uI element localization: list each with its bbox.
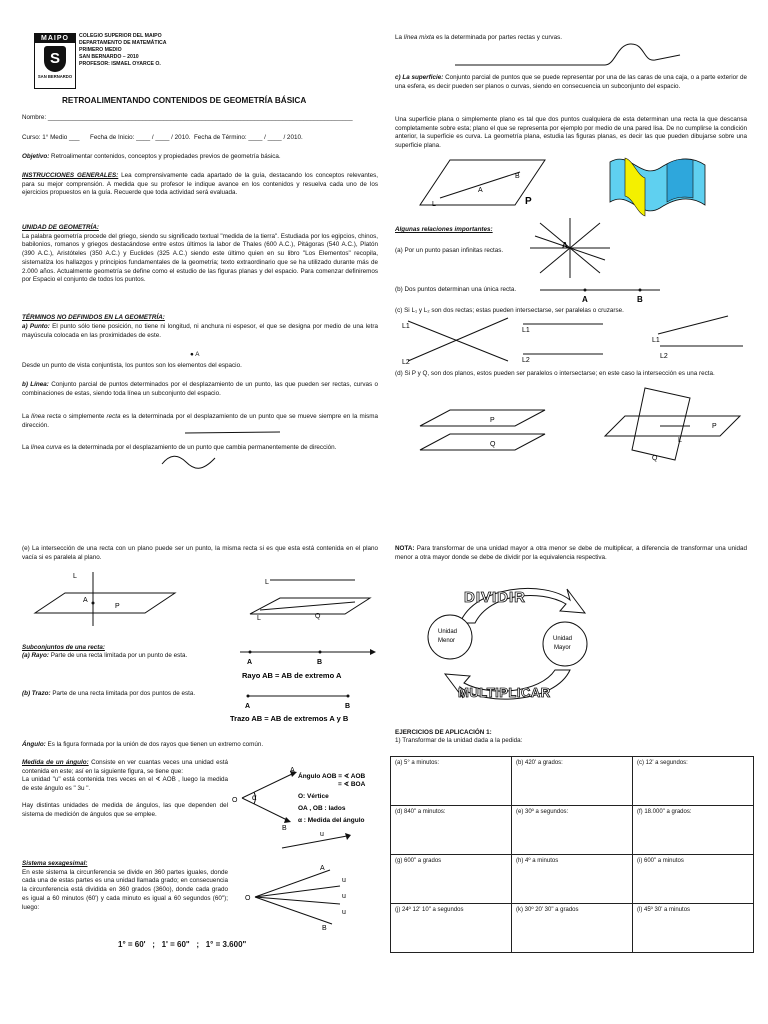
two-points-A: A xyxy=(582,295,588,304)
plane-label-B: B xyxy=(515,173,520,180)
note-text: Para transformar de una unidad mayor a otra menor se debe de multiplicar, a diferencia de transformar una unidad menor a otra mayor donde se debe de dividir por la equivalencia respectiva. xyxy=(395,545,747,561)
lines-label-A: A xyxy=(562,241,568,250)
mixed-line-figure xyxy=(455,40,685,70)
measure-p3: Hay distintas unidades de medida de ángulos, las que dependen del sistema de medición de ángulos que se emplee. xyxy=(22,801,228,818)
exercise-h[interactable]: (h) 4º a minutos xyxy=(512,855,633,904)
straight-line-figure xyxy=(185,430,285,436)
line-definition xyxy=(22,381,378,398)
rel-cross-L2: L2 xyxy=(660,353,668,360)
exercise-b[interactable]: (b) 420' a grados: xyxy=(512,757,633,806)
minor-unit-line1: Unidad xyxy=(438,629,458,635)
exercises-instruction: 1) Transformar de la unidad dada a la pedida: xyxy=(395,737,523,744)
measure-label: Medida de un ángulo: xyxy=(22,759,89,766)
planes-int-L: L xyxy=(678,437,682,444)
note-label: NOTA: xyxy=(395,545,415,552)
sexagesimal-section xyxy=(22,860,228,912)
curve-term: línea curva xyxy=(30,444,62,451)
sexagesimal-formula: 1° = 60' ; 1' = 60" ; 1° = 3.600" xyxy=(118,940,247,949)
mixed-b: es la determinada por partes rectas y curvas. xyxy=(434,34,562,41)
exercise-k[interactable]: (k) 30º 20' 30" a grados xyxy=(512,904,633,953)
units-u2: u xyxy=(342,893,346,900)
table-row xyxy=(391,904,754,953)
straight-line-text xyxy=(22,413,378,430)
planes-int-Q: Q xyxy=(652,455,658,462)
relation-c: (c) Si L₁ y L₂ son dos rectas; estas pueden intersectarse, ser paralelas o cruzarse. xyxy=(395,307,624,314)
mixed-a: La xyxy=(395,34,404,41)
logo-text: MAIPO xyxy=(35,34,75,43)
units-O: O xyxy=(245,895,251,902)
plane-figure xyxy=(420,160,560,210)
exercise-g[interactable]: (g) 600" a grados xyxy=(391,855,512,904)
major-unit-line1: Unidad xyxy=(553,636,573,642)
line-plane-figure xyxy=(25,568,375,628)
angle-B: B xyxy=(282,825,287,832)
surface-label: c) La superficie: xyxy=(395,74,444,81)
exercise-c[interactable]: (c) 12' a segundos: xyxy=(633,757,754,806)
segment-figure xyxy=(230,690,380,730)
header-info xyxy=(79,33,167,68)
segment-caption: Trazo AB = AB de extremos A y B xyxy=(230,714,349,723)
name-line: Nombre: _______________________________________________________________________________________ xyxy=(22,114,353,121)
school-logo xyxy=(34,33,76,89)
relation-b: (b) Dos puntos determinan una única recta. xyxy=(395,286,517,293)
ray-definition xyxy=(22,652,242,661)
angle-definition xyxy=(22,741,378,750)
major-unit-line2: Mayor xyxy=(554,645,571,651)
units-u1: u xyxy=(342,877,346,884)
lp-par-L: L xyxy=(265,579,269,586)
planes-Q: Q xyxy=(490,441,496,448)
plane-label-L: L xyxy=(432,201,436,208)
plane-label-A: A xyxy=(478,187,483,194)
header-line: PROFESOR: ISMAEL OYARCE O. xyxy=(79,61,161,67)
point-example: ● A xyxy=(190,351,200,358)
relation-a: (a) Por un punto pasan infinitas rectas. xyxy=(395,247,504,254)
sexagesimal-label: Sistema sexagesimal: xyxy=(22,860,88,867)
relations-title: Algunas relaciones importantes: xyxy=(395,226,493,233)
document-title: RETROALIMENTANDO CONTENIDOS DE GEOMETRÍA BÁSICA xyxy=(62,96,307,105)
rel-par-L2: L2 xyxy=(522,357,530,364)
exercise-d[interactable]: (d) 840" a minutos: xyxy=(391,806,512,855)
surface-text: Conjunto parcial de puntos que se puede representar por una de las caras de una caja, o a parte exterior de una esfera, es decir pueden ser planos o curvas, siendo en consecuencia un subconjunto del espacio. xyxy=(395,74,747,90)
angle-figure xyxy=(232,760,382,855)
instructions xyxy=(22,172,378,198)
ray-B: B xyxy=(317,659,323,666)
infinite-lines-figure xyxy=(530,218,610,278)
straight-b: o simplemente xyxy=(60,413,107,420)
table-row xyxy=(391,757,754,806)
exercise-i[interactable]: (i) 600" a minutos xyxy=(633,855,754,904)
header-line: DEPARTAMENTO DE MATEMÁTICA xyxy=(79,40,167,46)
sexagesimal-text: En este sistema la circunferencia se divide en 360 partes iguales, donde cada una de estas partes es una unidad llamada grado; en consecuencia la circunferencia está dividida en 360 grados (360o), donde cada grado es igual a 60 minutos (60') y cada minuto es igual a 60 segundos (60"); luego: xyxy=(22,868,228,911)
straight-c: es la determinada por el desplazamiento de un punto que se mueve siempre en la misma dirección. xyxy=(22,413,378,429)
subsets-title: Subconjuntos de una recta: xyxy=(22,644,105,651)
angle-label: Ángulo: xyxy=(22,741,46,748)
unit-section xyxy=(22,224,378,285)
logo-shield-icon: S xyxy=(44,46,66,72)
segment-label: (b) Trazo: xyxy=(22,690,51,697)
point-letter: A xyxy=(195,351,200,358)
angle-O: O xyxy=(232,797,238,804)
curved-surface-figure xyxy=(605,150,725,220)
two-points-figure xyxy=(540,280,660,305)
units-A: A xyxy=(320,865,325,872)
minor-unit-line2: Menor xyxy=(438,638,456,644)
curve-line-figure xyxy=(160,452,220,474)
exercise-e[interactable]: (e) 30º a segundos: xyxy=(512,806,633,855)
rel-L2: L2 xyxy=(402,359,410,366)
angle-text: Es la figura formada por la unión de dos rayos que tienen un extremo común. xyxy=(45,741,264,748)
unit-label: UNIDAD DE GEOMETRÍA: xyxy=(22,224,99,231)
plane-surface-text: Una superficie plana o simplemente plano es tal que dos puntos cualquiera de esta determinan una recta la que descansa completamente sobre esta; plano el que se representa por ejemplo por medio de una pared lisa. De no cumplirse la condición anterior, la superficie es curva. La geometría plana, estudia las figuras planas, es decir las que pueden dibujarse sobre una superficie plana. xyxy=(395,116,747,150)
point-label: a) Punto: xyxy=(22,323,50,330)
exercise-f[interactable]: (f) 18.000" a grados: xyxy=(633,806,754,855)
units-u3: u xyxy=(342,909,346,916)
angle-alpha: α xyxy=(252,793,257,802)
ray-text: Parte de una recta limitada por un punto de esta. xyxy=(48,652,188,659)
plane-label-P: P xyxy=(525,196,532,207)
table-row xyxy=(391,806,754,855)
angle-line2: = ∢ BOA xyxy=(338,781,366,788)
angle-line1: Ángulo AOB = ∢ AOB xyxy=(298,773,366,780)
units-B: B xyxy=(322,925,327,932)
lines-relations-figure xyxy=(398,316,748,366)
point-definition xyxy=(22,323,378,340)
lp-A: A xyxy=(83,597,88,604)
straight-a: La xyxy=(22,413,32,420)
logo-subtext: SAN BERNARDO xyxy=(37,74,73,79)
objective-text: Retroalimentar contenidos, conceptos y propiedades previos de geometría básica. xyxy=(49,153,281,160)
straight-term2: recta xyxy=(106,413,121,420)
angle-measure: α : Medida del ángulo xyxy=(298,817,365,824)
objective-label: Objetivo: xyxy=(22,153,50,160)
angle-vertex: O: Vértice xyxy=(298,793,329,800)
table-row xyxy=(391,855,754,904)
ray-A: A xyxy=(247,659,253,666)
ray-caption: Rayo AB = AB de extremo A xyxy=(242,671,342,680)
rel-par-L1: L1 xyxy=(522,327,530,334)
curve-b: es la determinada por el desplazamiento de un punto que cambia permanentemente de dirección. xyxy=(61,444,337,451)
line-text: Conjunto parcial de puntos determinados por el desplazamiento de un punto, las que pueden ser rectas, curvas o combinaciones de estas, siendo toda línea un subconjunto del espacio. xyxy=(22,381,378,397)
ray-figure xyxy=(230,640,380,680)
segment-definition xyxy=(22,690,222,699)
objective xyxy=(22,153,378,162)
measure-p2: La unidad "u" está contenida tres veces en el ∢ AOB , luego la medida de este ángulo es " 3u ". xyxy=(22,776,228,793)
two-points-B: B xyxy=(637,295,643,304)
line-label: b) Línea: xyxy=(22,381,49,388)
exercises-table xyxy=(390,756,754,953)
exercise-l[interactable]: (l) 45º 30' a minutos xyxy=(633,904,754,953)
exercise-a[interactable]: (a) 5° a minutos: xyxy=(391,757,512,806)
mixed-term: línea mixta xyxy=(403,34,435,41)
conversion-cycle-figure xyxy=(420,575,610,715)
segment-text: Parte de una recta limitada por dos puntos de esta. xyxy=(50,690,196,697)
planes-P: P xyxy=(490,417,495,424)
exercise-j[interactable]: (j) 24º 12' 10" a segundos xyxy=(391,904,512,953)
multiply-label: MULTIPLICAR xyxy=(458,685,551,700)
angle-A: A xyxy=(290,767,295,774)
instructions-text: Lea comprensivamente cada apartado de la guía, destacando los conceptos relevantes, para su mejor comprensión. A medida que su profesor le indique avance en los contenidos y resuelva cada uno de los ejercicios propuestos en la guía. Recuerde que toda actividad será evaluada. xyxy=(22,172,378,197)
rel-L1: L1 xyxy=(402,323,410,330)
lp-P: P xyxy=(115,603,120,610)
divide-label: DIVIDIR xyxy=(464,589,527,606)
note xyxy=(395,545,747,562)
lp-L: L xyxy=(73,573,77,580)
straight-term: línea recta xyxy=(31,413,61,420)
lp-in-Q: Q xyxy=(315,613,321,620)
point-after: Desde un punto de vista conjuntista, los puntos son los elementos del espacio. xyxy=(22,362,242,369)
ray-label: (a) Rayo: xyxy=(22,652,49,659)
relation-e: (e) La intersección de una recta con un plano puede ser un punto, la misma recta si es que esta está contenida en el plano vacía si es paralela al plano. xyxy=(22,545,378,561)
segment-A: A xyxy=(245,703,251,710)
planes-int-P: P xyxy=(712,423,717,430)
header-line: SAN BERNARDO – 2010 xyxy=(79,54,139,60)
undefined-terms-title: TÉRMINOS NO DEFINIDOS EN LA GEOMETRÍA: xyxy=(22,314,165,321)
planes-figure xyxy=(420,388,740,463)
measure-text: Consiste en ver cuantas veces una unidad está contenida en este; así en la siguiente figura, se tiene que: xyxy=(22,759,228,775)
exercises-title: EJERCICIOS DE APLICACIÓN 1: xyxy=(395,729,492,736)
point-text: El punto sólo tiene posición, no tiene ni longitud, ni anchura ni espesor, el que se designa por medio de una letra mayúscula colocada en las proximidades de este. xyxy=(22,323,378,339)
segment-B: B xyxy=(345,703,351,710)
relation-d: (d) Si P y Q, son dos planos, estos pueden ser paralelos o intersectarse; en este caso la intersección es una recta. xyxy=(395,370,715,377)
unit-angles-figure xyxy=(240,862,350,932)
instructions-label: INSTRUCCIONES GENERALES: xyxy=(22,172,119,179)
measure-definition xyxy=(22,759,228,819)
angle-unit-u: u xyxy=(320,831,324,838)
header-line: COLEGIO SUPERIOR DEL MAIPO xyxy=(79,33,162,39)
surface-definition xyxy=(395,74,747,91)
curve-a: La xyxy=(22,444,31,451)
course-line: Curso: 1° Medio ___ Fecha de Inicio: ____ / ____ / 2010. Fecha de Término: ____ / ____ / 2010. xyxy=(22,134,303,141)
header-line: PRIMERO MEDIO xyxy=(79,47,122,53)
lp-in-L: L xyxy=(257,615,261,622)
rel-cross-L1: L1 xyxy=(652,337,660,344)
unit-text: La palabra geometría procede del griego, siendo su significado textual "medida de la tierra". Estudiada por los egipcios, chinos, babilonios, romanos y griegos destacándose entre estos últimos la labor de Thales (600 A.C.), Pitágoras (540 A.C.), Platón (390 A.C.), Aristóteles (350 A.C.) y Euclides (325 A.C.) siendo este último quien en su libro "Los Elementos" recopila, sistematiza los hallazgos y principios fundamentales de la geometría; texto extraordinario que se ha utilizado durante más de 2.000 años. Actualmente geometría se define como el estudio de las figuras planas y del espacio. Para comenzar definiremos por Espacio el conjunto de todos los puntos. xyxy=(22,232,378,284)
angle-sides: OA , OB : lados xyxy=(298,805,346,812)
